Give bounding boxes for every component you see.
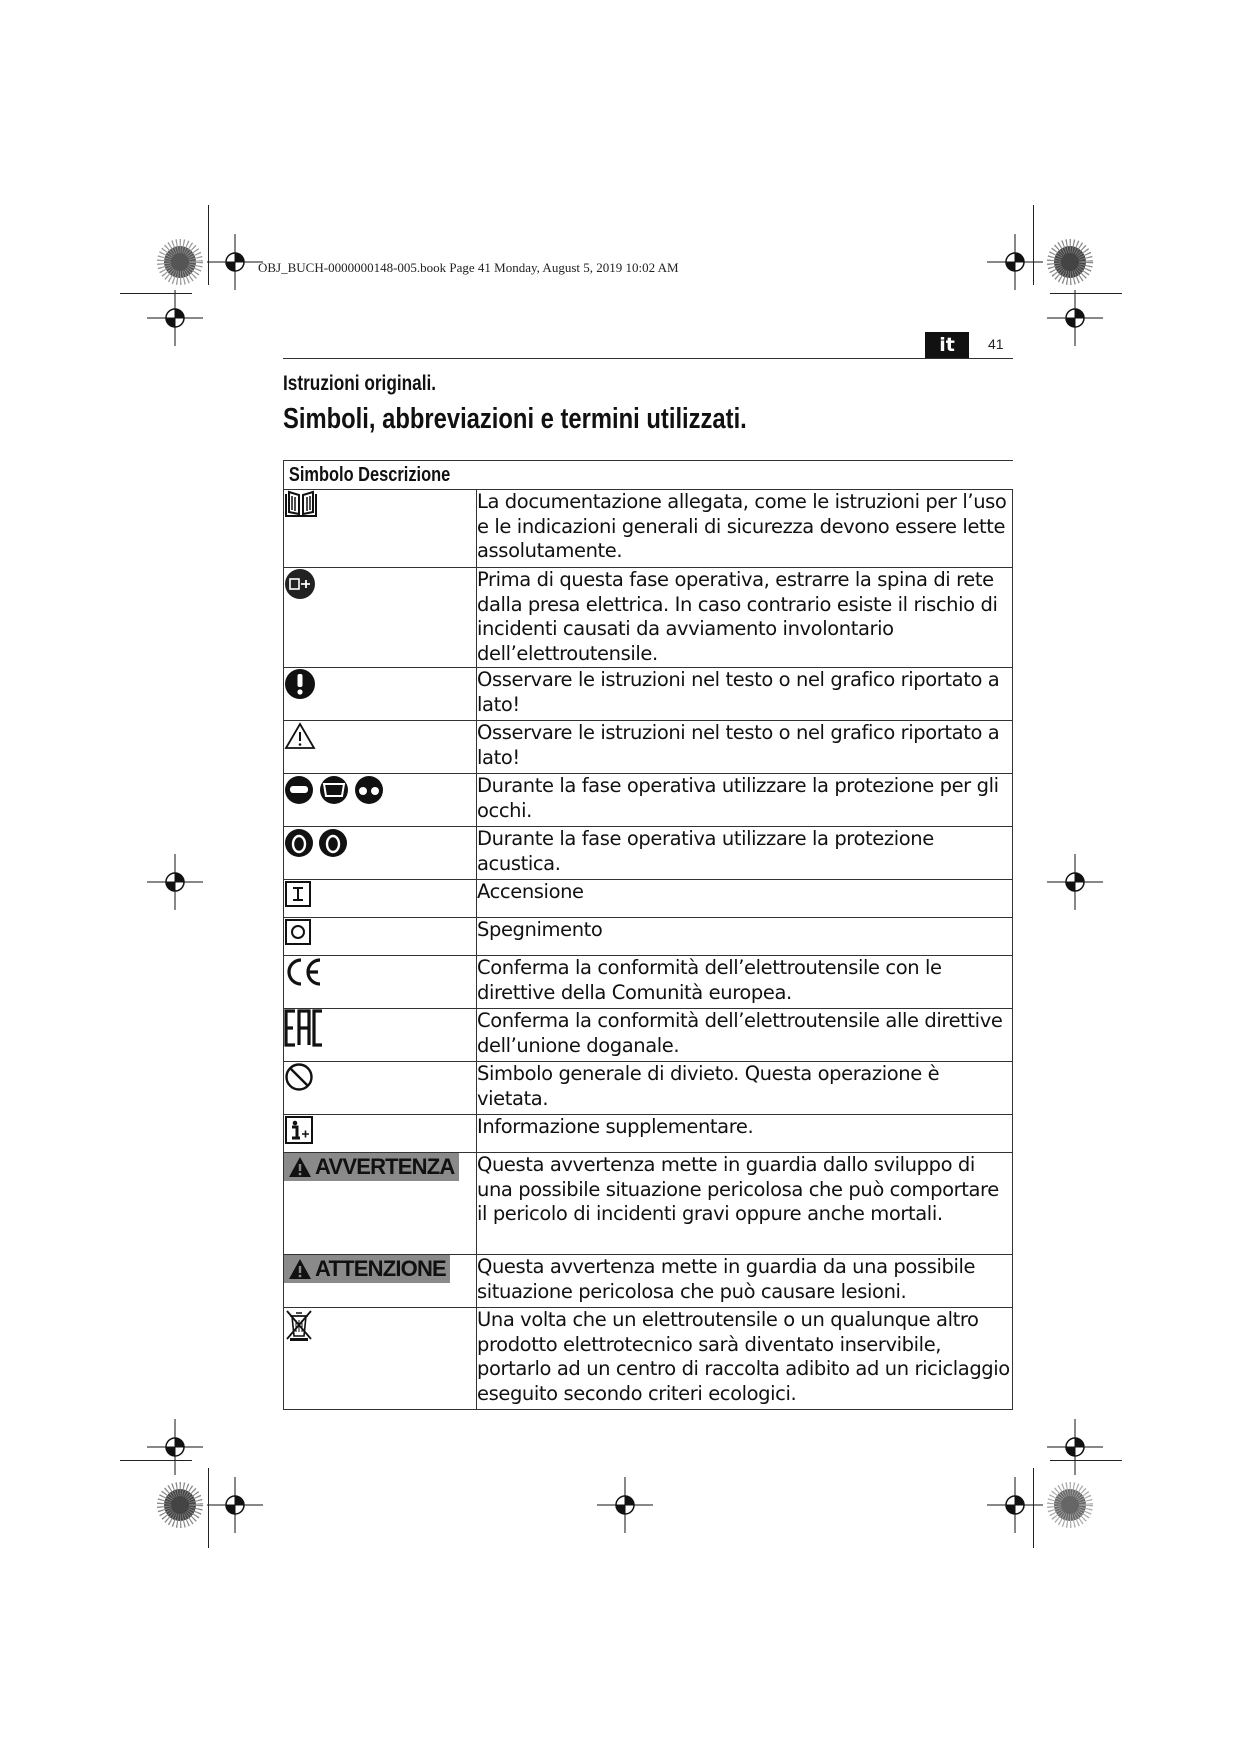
crosshair-icon xyxy=(145,288,205,348)
table-header xyxy=(284,461,1013,490)
table-row xyxy=(284,774,1013,827)
col-header-description: Descrizione xyxy=(358,464,451,486)
crosshair-icon xyxy=(1045,288,1105,348)
book-header-line: OBJ_BUCH-0000000148-005.book Page 41 Monday, August 5, 2019 10:02 AM xyxy=(258,260,679,275)
crosshair-icon xyxy=(1045,1417,1105,1477)
weee-bin-icon xyxy=(284,1308,476,1342)
row-description: Osservare le istruzioni nel testo o nel grafico riportato a lato! xyxy=(477,668,1000,716)
table-row xyxy=(284,1062,1013,1115)
row-description: Prima di questa fase operativa, estrarre la spina di rete dalla presa elettrica. In caso contrario esiste il rischio di incidenti causati da avviamento involontario dell’elettroutensile. xyxy=(477,568,998,665)
col-header-symbol: Simbolo xyxy=(288,464,354,486)
book-icon xyxy=(284,490,476,518)
unplug-icon xyxy=(284,568,476,600)
table-row xyxy=(284,1115,1013,1153)
crop-line xyxy=(120,293,192,294)
table-row xyxy=(284,956,1013,1009)
power-on-icon xyxy=(284,880,476,908)
caution-label-text: ATTENZIONE xyxy=(315,1256,446,1281)
warning-triangle-icon xyxy=(288,1258,312,1280)
row-description: Informazione supplementare. xyxy=(477,1115,754,1138)
table-header-row xyxy=(284,461,1013,490)
row-description: La documentazione allegata, come le istruzioni per l’uso e le indicazioni generali di sicurezza devono essere lette assolutamente. xyxy=(477,490,1007,562)
crosshair-icon xyxy=(145,1417,205,1477)
registration-mark-icon xyxy=(150,1475,210,1535)
row-description: Spegnimento xyxy=(477,918,603,941)
table-row xyxy=(284,1009,1013,1062)
crop-line xyxy=(1033,1468,1034,1548)
row-description: Questa avvertenza mette in guardia dallo sviluppo di una possibile situazione pericolosa che può comportare il pericolo di incidenti gravi oppure anche mortali. xyxy=(477,1153,999,1225)
table-row xyxy=(284,668,1013,721)
registration-mark-icon xyxy=(1040,232,1100,292)
page-title: Simboli, abbreviazioni e termini utilizzati. xyxy=(283,403,747,435)
row-description: Conferma la conformità dell’elettroutensile alle direttive dell’unione doganale. xyxy=(477,1009,1003,1057)
table-row xyxy=(284,490,1013,568)
symbol-table xyxy=(283,460,1013,1410)
warning-triangle-icon xyxy=(284,721,476,751)
table-row xyxy=(284,918,1013,956)
crosshair-icon xyxy=(985,232,1045,292)
crosshair-icon xyxy=(1045,852,1105,912)
mandatory-exclamation-icon xyxy=(284,668,476,700)
caution-label xyxy=(284,1255,450,1283)
registration-mark-icon xyxy=(150,232,210,292)
prohibition-icon xyxy=(284,1062,476,1092)
table-row xyxy=(284,568,1013,668)
table-row xyxy=(284,880,1013,918)
page-number: 41 xyxy=(988,336,1004,352)
table-row xyxy=(284,1308,1013,1410)
table-row xyxy=(284,1255,1013,1308)
language-badge: it xyxy=(925,332,969,358)
warning-label-text: AVVERTENZA xyxy=(315,1154,455,1179)
crosshair-icon xyxy=(205,1475,265,1535)
crop-line xyxy=(208,1468,209,1548)
table-row xyxy=(284,1153,1013,1255)
row-description: Osservare le istruzioni nel testo o nel grafico riportato a lato! xyxy=(477,721,1000,769)
ce-mark-icon xyxy=(284,956,476,988)
crosshair-icon xyxy=(145,852,205,912)
row-description: Questa avvertenza mette in guardia da una possibile situazione pericolosa che può causare lesioni. xyxy=(477,1255,976,1303)
eye-protection-icons xyxy=(284,774,476,806)
row-description: Durante la fase operativa utilizzare la protezione acustica. xyxy=(477,827,934,875)
crop-line xyxy=(1050,1460,1122,1461)
row-description: Durante la fase operativa utilizzare la protezione per gli occhi. xyxy=(477,774,999,822)
crosshair-icon xyxy=(205,232,265,292)
crop-line xyxy=(1050,293,1122,294)
table-row xyxy=(284,827,1013,880)
table-row xyxy=(284,721,1013,774)
warning-triangle-icon xyxy=(288,1156,312,1178)
power-off-icon xyxy=(284,918,476,946)
row-description: Simbolo generale di divieto. Questa operazione è vietata. xyxy=(477,1062,940,1110)
eac-mark-icon xyxy=(284,1009,476,1047)
header-rule xyxy=(283,358,1013,359)
section-subtitle: Istruzioni originali. xyxy=(283,372,437,395)
row-description: Conferma la conformità dell’elettroutensile con le direttive della Comunità europea. xyxy=(477,956,942,1004)
ear-protection-icons xyxy=(284,827,476,859)
row-description: Accensione xyxy=(477,880,584,903)
warning-label xyxy=(284,1153,459,1181)
crop-line xyxy=(208,205,209,285)
crosshair-icon xyxy=(595,1475,655,1535)
info-plus-icon xyxy=(284,1115,476,1145)
row-description: Una volta che un elettroutensile o un qualunque altro prodotto elettrotecnico sarà diventato inservibile, portarlo ad un centro di raccolta adibito ad un riciclaggio eseguito secondo criteri ecologici. xyxy=(477,1308,1010,1405)
crop-line xyxy=(1033,205,1034,285)
crosshair-icon xyxy=(985,1475,1045,1535)
crop-line xyxy=(120,1460,192,1461)
registration-mark-icon xyxy=(1040,1475,1100,1535)
